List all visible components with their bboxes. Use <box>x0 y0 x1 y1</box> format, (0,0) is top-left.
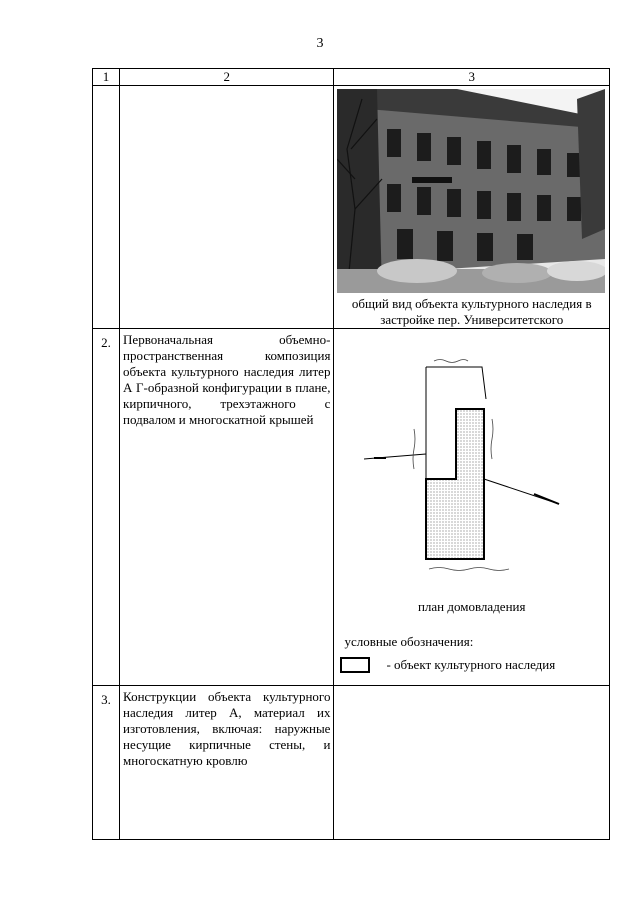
header-cell-3: 3 <box>334 69 610 86</box>
heritage-table <box>92 68 610 840</box>
building-photo <box>337 89 605 293</box>
table-row <box>93 86 610 329</box>
site-plan-drawing <box>364 359 584 579</box>
header-cell-1: 1 <box>93 69 120 86</box>
row-description <box>120 86 334 329</box>
row-number: 3. <box>93 686 120 840</box>
row-description: Конструкции объекта культурного наследия литер А, материал их изготовления, включая: наружные несущие кирпичные стены, и многоскатную кровлю <box>120 686 334 840</box>
table-row <box>93 686 610 840</box>
page-number: 3 <box>316 36 324 51</box>
row-number <box>93 86 120 329</box>
legend-swatch <box>340 657 370 673</box>
row-number: 2. <box>93 329 120 686</box>
row-description: Первоначальная объемно-пространственная композиция объекта культурного наследия литер А Г-образной конфигурации в плане, кирпичного, трехэтажного с подвалом и многоскатной крышей <box>120 329 334 686</box>
plan-caption: план домовладения <box>417 599 526 614</box>
photo-cell <box>334 86 610 329</box>
header-cell-2: 2 <box>120 69 334 86</box>
legend-title: условные обозначения: <box>344 634 474 649</box>
photo-caption: общий вид объекта культурного наследия в застройке пер. Университетского <box>351 296 592 327</box>
empty-cell <box>334 686 610 840</box>
legend-label: - объект культурного наследия <box>386 657 556 672</box>
plan-cell <box>334 329 610 686</box>
table-header-row <box>93 69 610 86</box>
table-row <box>93 329 610 686</box>
